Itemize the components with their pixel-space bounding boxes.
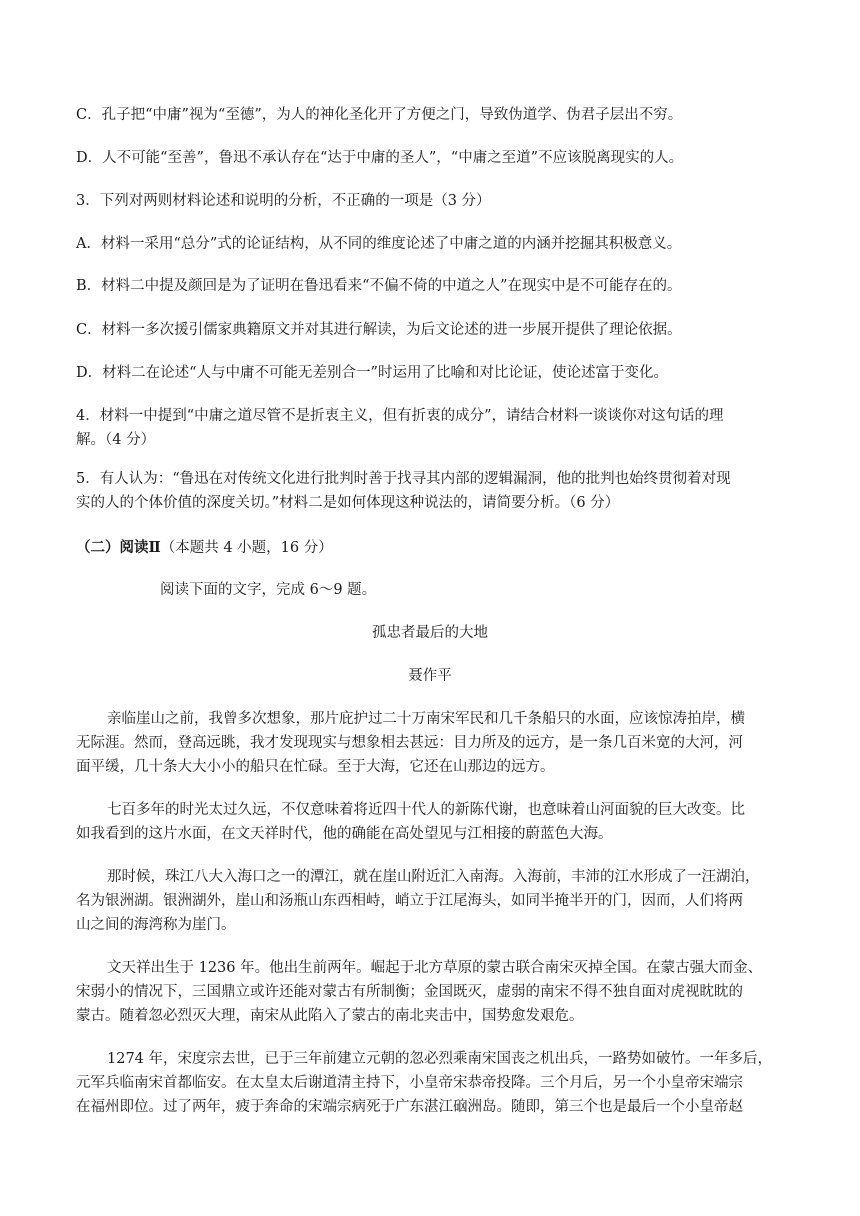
paragraph-3-line-1: 那时候，珠江八大入海口之一的潭江，就在崖山附近汇入南海。入海前，丰沛的江水形成了一汪湖泊， bbox=[107, 869, 760, 885]
paragraph-3-line-3: 山之间的海湾称为崖门。 bbox=[76, 917, 236, 933]
paragraph-5-line-1: 1274 年，宋度宗去世，已于三年前建立元朝的忽必烈乘南宋国丧之机出兵，一路势如破竹。一年多后， bbox=[107, 1051, 773, 1067]
reading-instruction: 阅读下面的文字，完成 6～9 题。 bbox=[160, 582, 377, 598]
paragraph-5-line-2: 元军兵临南宋首都临安。在太皇太后谢道清主持下，小皇帝宋恭帝投降。三个月后，另一个小皇帝宋端宗 bbox=[76, 1075, 743, 1091]
paragraph-4-line-1: 文天祥出生于 1236 年。他出生前两年。崛起于北方草原的蒙古联合南宋灭掉全国。在蒙古强大而金、 bbox=[107, 960, 763, 976]
paragraph-3-line-2: 名为银洲湖。银洲湖外，崖山和汤瓶山东西相峙，峭立于江尾海头，如同半掩半开的门，因而，人们将两 bbox=[76, 893, 743, 909]
q4-line-1: 4．材料一中提到“中庸之道尽管不是折衷主义，但有折衷的成分”，请结合材料一谈谈你对这句话的理 bbox=[76, 408, 724, 424]
paragraph-1-line-1: 亲临崖山之前，我曾多次想象，那片庇护过二十万南宋军民和几千条船只的水面，应该惊涛拍岸，横 bbox=[107, 711, 745, 727]
paragraph-1-line-2: 无际涯。然而，登高远眺，我才发现现实与想象相去甚远：目力所及的远方，是一条几百米宽的大河，河 bbox=[76, 735, 743, 751]
section-title: （二）阅读Ⅱ bbox=[76, 539, 161, 556]
q3-option-d: D．材料二在论述“人与中庸不可能无差别合一”时运用了比喻和对比论证，使论述富于变化。 bbox=[76, 365, 668, 381]
paragraph-4-line-2: 宋弱小的情况下，三国鼎立或许还能对蒙古有所制衡；金国既灭，虚弱的南宋不得不独自面对虎视眈眈的 bbox=[76, 984, 743, 1000]
q2-option-c: C．孔子把“中庸”视为“至德”，为人的神化圣化开了方便之门，导致伪道学、伪君子层出不穷。 bbox=[76, 107, 683, 123]
q2-option-d: D．人不可能“至善”，鲁迅不承认存在“达于中庸的圣人”，“中庸之至道”不应该脱离现实的人。 bbox=[76, 150, 684, 166]
section-note: （本题共 4 小题，16 分） bbox=[160, 540, 333, 556]
q3-option-c: C．材料一多次援引儒家典籍原文并对其进行解读，为后文论述的进一步展开提供了理论依据。 bbox=[76, 322, 682, 338]
section-heading bbox=[76, 536, 333, 560]
paragraph-5-line-3: 在福州即位。过了两年，疲于奔命的宋端宗病死于广东湛江硇洲岛。随即，第三个也是最后一个小皇帝赵 bbox=[76, 1099, 743, 1115]
article-title: 孤忠者最后的大地 bbox=[372, 625, 488, 641]
paragraph-2-line-1: 七百多年的时光太过久远，不仅意味着将近四十代人的新陈代谢，也意味着山河面貌的巨大改变。比 bbox=[107, 802, 745, 818]
paragraph-1-line-3: 面平缓，几十条大大小小的船只在忙碌。至于大海，它还在山那边的远方。 bbox=[76, 759, 555, 775]
q3-stem: 3．下列对两则材料论述和说明的分析，不正确的一项是（3 分） bbox=[76, 193, 491, 209]
q3-option-a: A．材料一采用“总分”式的论证结构，从不同的维度论述了中庸之道的内涵并挖掘其积极意义。 bbox=[76, 236, 682, 252]
q5-line-1: 5．有人认为：“鲁迅在对传统文化进行批判时善于找寻其内部的逻辑漏洞，他的批判也始终贯彻着对现 bbox=[76, 471, 731, 487]
paragraph-4-line-3: 蒙古。随着忽必烈灭大理，南宋从此陷入了蒙古的南北夹击中，国势愈发艰危。 bbox=[76, 1008, 584, 1024]
paragraph-2-line-2: 如我看到的这片水面，在文天祥时代，他的确能在高处望见与江相接的蔚蓝色大海。 bbox=[76, 826, 613, 842]
article-author: 聂作平 bbox=[408, 668, 452, 684]
q3-option-b: B．材料二中提及颜回是为了证明在鲁迅看来“不偏不倚的中道之人”在现实中是不可能存在的。 bbox=[76, 278, 682, 294]
q5-line-2: 实的人的个体价值的深度关切。”材料二是如何体现这种说法的，请简要分析。（6 分） bbox=[76, 495, 620, 511]
q4-line-2: 解。（4 分） bbox=[76, 432, 156, 448]
